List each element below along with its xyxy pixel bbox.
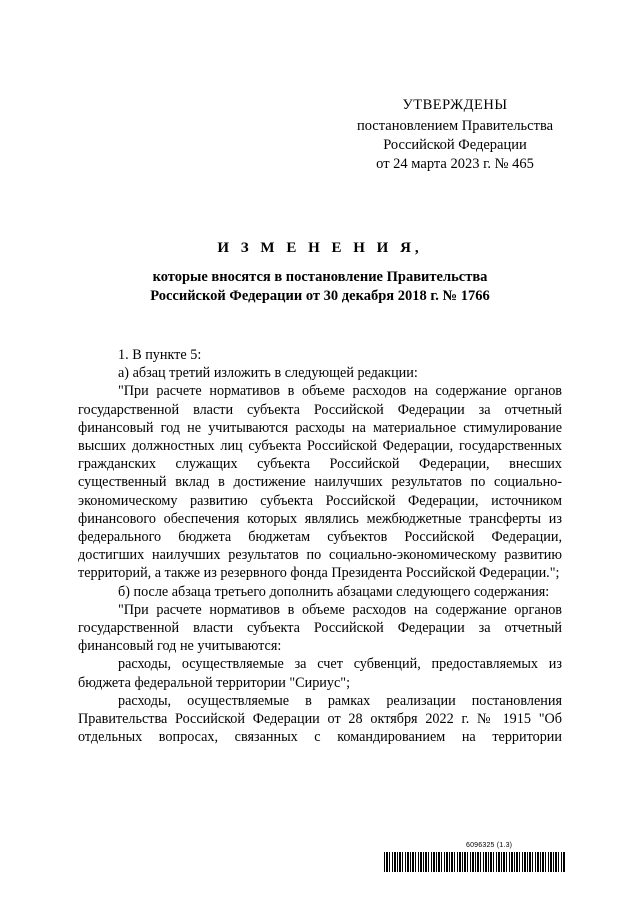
approval-line-1: постановлением Правительства	[356, 118, 554, 134]
approval-stamp	[330, 96, 580, 174]
approval-line-3: от 24 марта 2023 г. № 465	[376, 156, 534, 172]
subtitle-line-1: которые вносятся в постановление Правительства	[152, 269, 488, 285]
subtitle-line-2: Российской Федерации от 30 декабря 2018 г. № 1766	[150, 288, 490, 304]
approval-heading: УТВЕРЖДЕНЫ	[402, 97, 508, 113]
paragraph-expenses-2: расходы, осуществляемые в рамках реализации постановления Правительства Российской Федерации от 28 октября 2022 г. № 1915 "Об отдельных вопросах, связанных с командированием на территории	[78, 692, 562, 746]
footer-barcode-block	[384, 842, 566, 872]
document-title: И З М Е Н Е Н И Я,	[217, 240, 423, 256]
document-subtitle	[60, 268, 580, 306]
paragraph-subpoint-b: б) после абзаца третьего дополнить абзацами следующего содержания:	[118, 583, 550, 600]
paragraph-quote-2: "При расчете нормативов в объеме расходов на содержание органов государственной власти субъекта Российской Федерации за отчетный финансовый год не учитываются:	[78, 601, 562, 655]
paragraph-quote-1: "При расчете нормативов в объеме расходов на содержание органов государственной власти субъекта Российской Федерации за отчетный финансовый год не учитываются расходы на материальное стимулирование высших должностных лиц субъекта Российской Федерации, государственных гражданских служащих субъекта Российской Федерации, внесших существенный вклад в достижение наилучших результатов по социально-экономическому развитию субъекта Российской Федерации, источником финансового обеспечения которых являлись межбюджетные трансферты из федерального бюджета бюджетам субъектов Российской Федерации, достигших наилучших результатов по социально-экономическому развитию территорий, а также из резервного фонда Президента Российской Федерации.";	[78, 383, 562, 582]
approval-line-2: Российской Федерации	[383, 137, 527, 153]
paragraph-point-1: 1. В пункте 5:	[118, 347, 202, 363]
paragraph-expenses-1: расходы, осуществляемые за счет субвенций, предоставляемых из бюджета федеральной территории "Сириус";	[78, 656, 562, 691]
document-body	[78, 346, 562, 746]
paragraph-subpoint-a: а) абзац третий изложить в следующей редакции:	[118, 365, 418, 382]
document-id: 6096325 (1.3)	[466, 842, 513, 849]
barcode-icon	[384, 852, 566, 872]
